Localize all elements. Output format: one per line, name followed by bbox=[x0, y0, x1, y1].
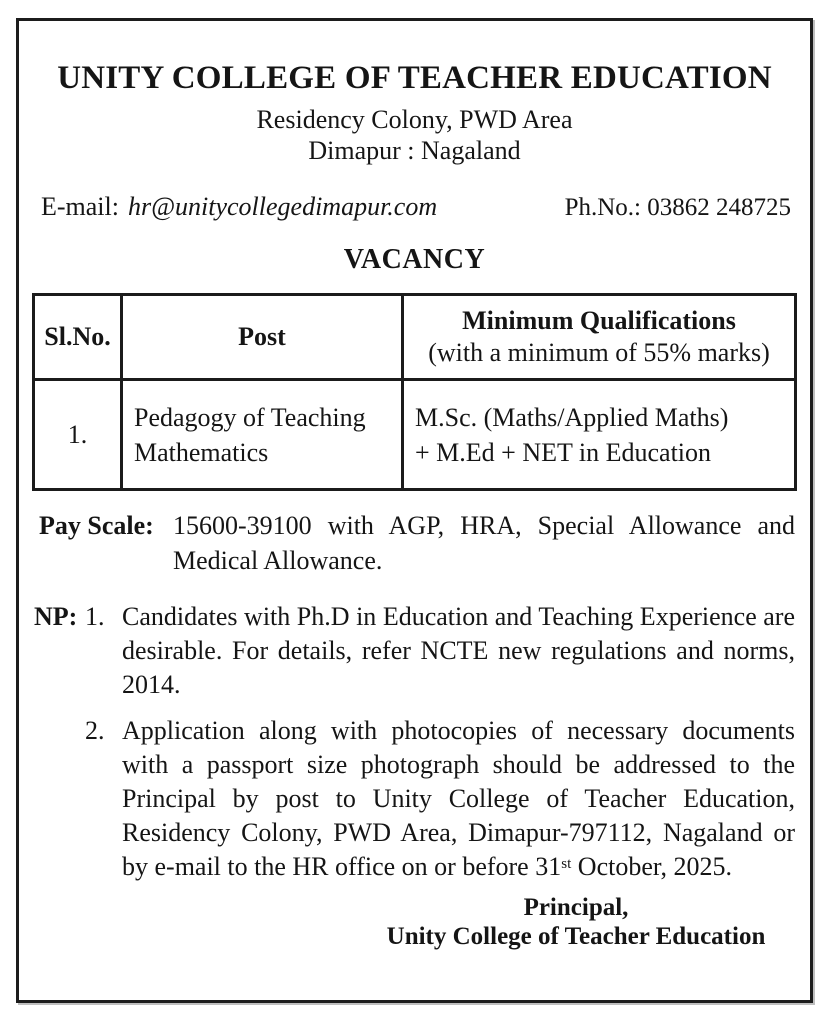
qualifications-header-title: Minimum Qualifications bbox=[462, 306, 736, 335]
note-text-1: Candidates with Ph.D in Education and Teaching Experience are desirable. For details, refer NCTE new regulations and norms, 2014. bbox=[122, 602, 795, 699]
address-line-1: Residency Colony, PWD Area bbox=[256, 105, 573, 134]
note-text-2-after: October, 2025. bbox=[571, 852, 732, 881]
qualification-line-2: + M.Ed + NET in Education bbox=[415, 437, 712, 467]
address-line-2: Dimapur : Nagaland bbox=[308, 136, 521, 165]
pay-scale-label: Pay Scale: bbox=[39, 511, 154, 540]
signature-block bbox=[355, 893, 797, 951]
col-header-slno: Sl.No. bbox=[34, 295, 122, 380]
pay-scale-text: 15600-39100 with AGP, HRA, Special Allowance and Medical Allowance. bbox=[173, 511, 795, 575]
note-text-2-before: Application along with photocopies of necessary documents with a passport size photograph should be addressed to the Principal by post to Unity College of Teacher Education, Residency Colony, PWD Area, Dimapur-797112, Nagaland or by e-mail to the HR office on or before 31 bbox=[122, 716, 795, 881]
cell-qualification bbox=[403, 380, 796, 490]
col-header-qualifications bbox=[403, 295, 796, 380]
college-name: UNITY COLLEGE OF TEACHER EDUCATION bbox=[57, 60, 772, 96]
pay-scale-section bbox=[32, 508, 797, 578]
note-text-2 bbox=[122, 714, 795, 884]
qualification-line-1: M.Sc. (Maths/Applied Maths) bbox=[415, 402, 729, 432]
note-item-1 bbox=[32, 600, 797, 702]
note-item-2 bbox=[32, 714, 797, 884]
signature-role: Principal, bbox=[523, 894, 629, 921]
note-number-2: 2. bbox=[85, 716, 105, 745]
vacancy-notice-document bbox=[16, 18, 813, 1003]
email-label: E-mail: bbox=[41, 192, 119, 221]
post-line-1: Pedagogy of Teaching bbox=[134, 402, 366, 432]
np-label: NP: bbox=[34, 602, 78, 631]
vacancy-table bbox=[32, 293, 797, 491]
qualifications-header-subnote: (with a minimum of 55% marks) bbox=[428, 338, 770, 367]
contact-row bbox=[32, 192, 797, 222]
superscript-ordinal: st bbox=[561, 856, 572, 873]
signature-org: Unity College of Teacher Education bbox=[386, 923, 766, 950]
table-row bbox=[34, 380, 796, 490]
cell-slno: 1. bbox=[34, 380, 122, 490]
post-line-2: Mathematics bbox=[134, 437, 269, 467]
email-line bbox=[41, 192, 437, 222]
email-address: hr@unitycollegedimapur.com bbox=[127, 192, 438, 221]
cell-post bbox=[122, 380, 403, 490]
col-header-post: Post bbox=[122, 295, 403, 380]
phone-number: Ph.No.: 03862 248725 bbox=[564, 194, 791, 221]
note-number-1: 1. bbox=[85, 602, 105, 631]
vacancy-heading: VACANCY bbox=[343, 244, 486, 275]
np-label-spacer bbox=[34, 714, 85, 884]
table-header-row bbox=[34, 295, 796, 380]
